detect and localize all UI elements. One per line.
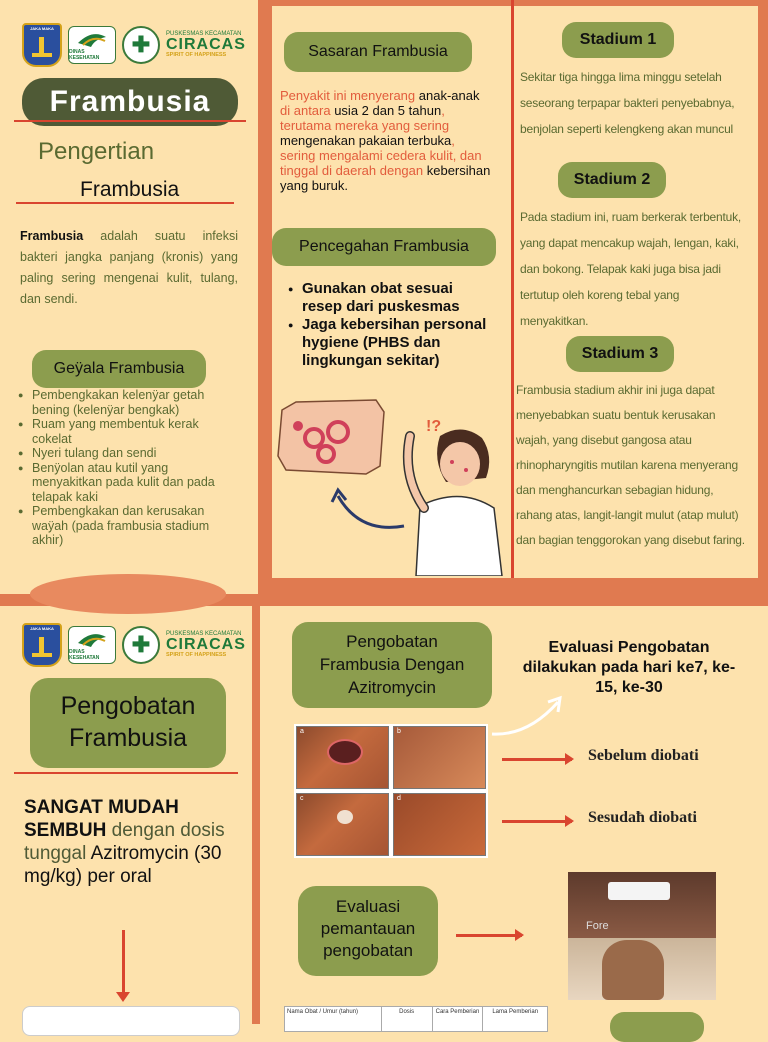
logo-row-bottom bbox=[22, 620, 252, 670]
stadium2-title: Stadium 2 bbox=[558, 162, 666, 198]
list-item: ● Gunakan obat sesuai resep dari puskesmas bbox=[288, 280, 494, 316]
stadium3-title: Stadium 3 bbox=[566, 336, 674, 372]
panel-border-divider bbox=[266, 0, 272, 594]
list-item: ● Pembengkakan kelenÿar getah bening (kelenÿar bengkak) bbox=[18, 388, 240, 417]
panel-border-bottom-left bbox=[252, 594, 260, 1024]
stadium2-text: Pada stadium ini, ruam berkerak terbentuk, yang dapat mencakup wajah, lengan, kaki, dan bokong. Telapak kaki juga bisa jadi tertutup oleh koreng tebal yang menyakitkan. bbox=[520, 210, 742, 328]
table-header-cell: Dosis bbox=[382, 1007, 433, 1031]
puskesmas-logo-icon: ✚ bbox=[122, 26, 160, 64]
panel-border-top-right bbox=[266, 0, 766, 6]
table-header-cell: Cara Pemberian bbox=[433, 1007, 484, 1031]
page-title: Frambusia bbox=[22, 78, 238, 126]
panel-border-middle bbox=[258, 0, 266, 594]
down-arrow-icon bbox=[122, 930, 125, 996]
pengobatan-paragraph: SANGAT MUDAH SEMBUH dengan dosis tunggal Azitromycin (30 mg/kg) per oral bbox=[24, 797, 225, 887]
sasaran-paragraph: Penyakit ini menyerang anak-anak di antara usia 2 dan 5 tahun, terutama mereka yang sering mengenakan pakaian terbuka, sering mengalami cedera kulit, dan tinggal di daerah dengan kebersihan yang buruk. bbox=[280, 88, 491, 193]
dinkes-logo: DINAS KESEHATAN bbox=[68, 626, 116, 664]
treatment-photos-grid bbox=[294, 724, 488, 858]
bottom-left-arc bbox=[30, 574, 226, 614]
list-item: ● Nyeri tulang dan sendi bbox=[18, 446, 240, 461]
gejala-list bbox=[18, 388, 240, 548]
jakarta-seal-logo: JAKA MAKA bbox=[22, 623, 62, 667]
red-vertical-divider bbox=[511, 0, 514, 578]
pencegahan-list bbox=[288, 280, 494, 370]
list-item: ● Benÿolan atau kutil yang menyakitkan pada kulit dan pada telapak kaki bbox=[18, 461, 240, 505]
pengertian-underline bbox=[16, 202, 234, 204]
down-arrow-head bbox=[116, 992, 130, 1002]
pengertian-subtitle: Frambusia bbox=[80, 178, 180, 201]
dosage-card-preview bbox=[22, 1006, 240, 1036]
puskesmas-logo-icon: ✚ bbox=[122, 626, 160, 664]
definition-paragraph: Frambusia adalah suatu infeksi bakteri jangka panjang (kronis) yang paling sering mengenai kulit, tulang, dan sendi. bbox=[20, 229, 238, 306]
gejala-title: Geÿala Frambusia bbox=[32, 350, 206, 388]
monitoring-photo-top: Fore bbox=[568, 872, 716, 938]
arrow-sebelum-icon bbox=[502, 758, 572, 761]
curved-arrow-icon bbox=[330, 476, 410, 536]
dinkes-logo: DINAS KESEHATAN bbox=[68, 26, 116, 64]
before-photo-c: c bbox=[296, 793, 389, 856]
monitoring-photo-bottom bbox=[568, 938, 716, 1000]
dosage-table-preview bbox=[284, 1006, 548, 1032]
logo-row-top bbox=[22, 20, 252, 70]
table-header-cell: Nama Obat / Umur (tahun) bbox=[285, 1007, 382, 1031]
list-item: ● Jaga kebersihan personal hygiene (PHBS dan lingkungan sekitar) bbox=[288, 316, 494, 370]
arrow-evaluasi-icon bbox=[456, 934, 522, 937]
stadium3-text: Frambusia stadium akhir ini juga dapat menyebabkan suatu bentuk kerusakan wajah, yang disebut gangosa atau rhinopharyngitis mutilan karena menyerang dan menghancurkan sebagian hidung, rahang atas, langit-langit mulut (atap mulut) dan bagian tenggorokan yang disebut faring. bbox=[516, 383, 745, 547]
puskesmas-text-bottom: PUSKESMAS KECAMATAN CIRACAS SPIRIT OF HAPPINESS bbox=[166, 631, 246, 659]
skin-lesion-illustration bbox=[276, 396, 388, 476]
table-header-cell: Lama Pemberian bbox=[492, 1009, 539, 1015]
arrow-sesudah-icon bbox=[502, 820, 572, 823]
list-item: ● Ruam yang membentuk kerak cokelat bbox=[18, 417, 240, 446]
bottom-right-pill bbox=[610, 1012, 704, 1042]
pengobatan-azitromycin-box: Pengobatan Frambusia Dengan Azitromycin bbox=[292, 622, 492, 708]
list-item: ● Pembengkakan dan kerusakan waÿah (pada frambusia stadium akhir) bbox=[18, 504, 240, 548]
question-mark: !? bbox=[426, 418, 442, 435]
stadium1-text: Sekitar tiga hingga lima minggu setelah seseorang terpapar bakteri penyebabnya, benjolan seperti kelengkeng akan muncul bbox=[520, 70, 735, 136]
pengertian-label: Pengertian bbox=[38, 138, 155, 165]
curve-arrow-up-icon bbox=[488, 690, 568, 740]
puskesmas-text-top: PUSKESMAS KECAMATAN CIRACAS SPIRIT OF HAPPINESS bbox=[166, 31, 246, 59]
panel-border-bottom-top bbox=[266, 578, 766, 594]
pengobatan-title: Pengobatan Frambusia bbox=[30, 678, 226, 768]
sebelum-label: Sebelum diobati bbox=[588, 747, 699, 764]
evaluasi-pengobatan-text: Evaluasi Pengobatan dilakukan pada hari ke7, ke-15, ke-30 bbox=[522, 639, 736, 696]
stadium1-title: Stadium 1 bbox=[562, 22, 674, 58]
after-photo-d: d bbox=[393, 793, 486, 856]
title-underline bbox=[14, 120, 246, 122]
sasaran-title: Sasaran Frambusia bbox=[284, 32, 472, 72]
after-photo-b: b bbox=[393, 726, 486, 789]
evaluasi-pemantauan-box: Evaluasi pemantauan pengobatan bbox=[298, 886, 438, 976]
sesudah-label: Sesudaħ diobati bbox=[588, 809, 697, 826]
before-photo-a: a bbox=[296, 726, 389, 789]
pengobatan-underline bbox=[14, 772, 238, 774]
pencegahan-title: Pencegahan Frambusia bbox=[272, 228, 496, 266]
jakarta-seal-logo: JAKA MAKA bbox=[22, 23, 62, 67]
panel-border-right bbox=[758, 0, 768, 594]
